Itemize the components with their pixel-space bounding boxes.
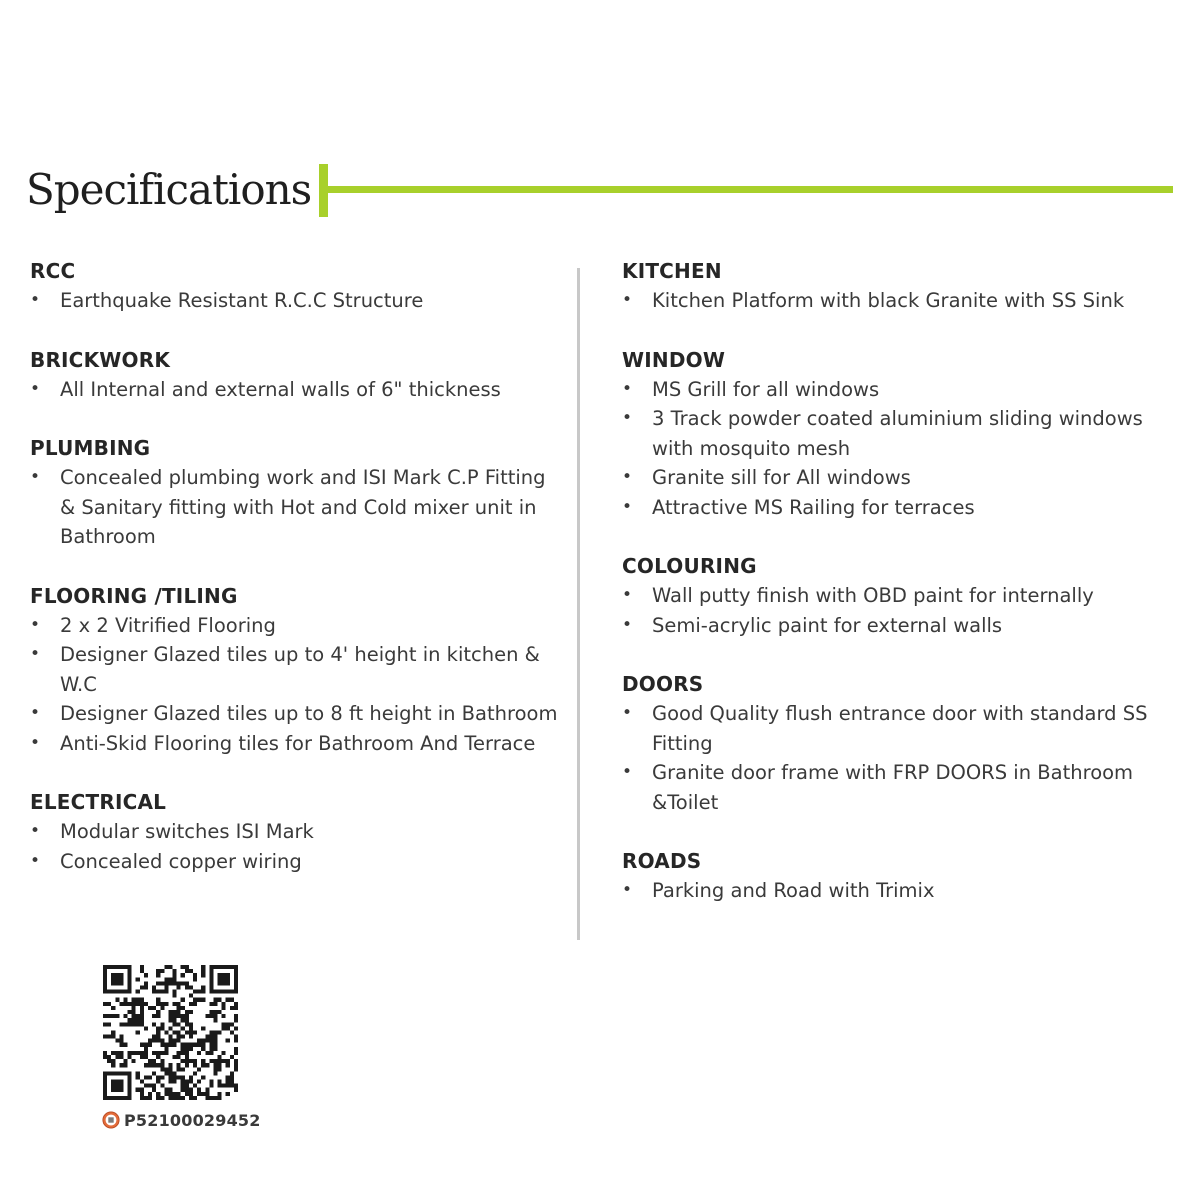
spec-item-text: Good Quality flush entrance door with standard SS Fitting: [652, 702, 1148, 755]
spec-list: [622, 581, 1182, 640]
spec-item: [30, 817, 560, 847]
spec-item-text: All Internal and external walls of 6" thickness: [60, 377, 501, 401]
spec-item: [30, 729, 560, 759]
left-section: [30, 256, 560, 316]
right-section: [622, 551, 1182, 640]
spec-item-text: 2 x 2 Vitrified Flooring: [60, 613, 276, 637]
rera-logo-icon: [102, 1111, 120, 1129]
spec-list: [622, 876, 1182, 906]
spec-item: [30, 286, 560, 316]
bullet-icon: •: [622, 467, 633, 487]
spec-item-text: Kitchen Platform with black Granite with SS Sink: [652, 289, 1125, 312]
spec-item: [30, 847, 560, 877]
section-title: RCC: [30, 259, 76, 283]
spec-list: [622, 375, 1182, 523]
bullet-icon: •: [30, 378, 41, 399]
title-accent-bar-horizontal: [319, 186, 1173, 193]
spec-item-text: 3 Track powder coated aluminium sliding windows with mosquito mesh: [652, 407, 1143, 460]
spec-list: [30, 463, 560, 552]
spec-item-text: Wall putty finish with OBD paint for internally: [652, 584, 1094, 607]
right-section: [622, 256, 1182, 316]
section-title: WINDOW: [622, 347, 726, 372]
spec-item: [622, 581, 1182, 611]
spec-item: [622, 876, 1182, 906]
rera-number: P52100029452: [124, 1110, 261, 1130]
spec-item-text: Concealed plumbing work and ISI Mark C.P Fitting & Sanitary fitting with Hot and Cold mixer unit in Bathroom: [60, 466, 546, 548]
spec-list: [622, 286, 1182, 316]
bullet-icon: •: [622, 614, 633, 635]
section-title: DOORS: [622, 672, 704, 696]
spec-item: [30, 463, 560, 552]
bullet-icon: •: [30, 850, 41, 871]
spec-item: [622, 699, 1182, 758]
spec-list: [30, 286, 560, 316]
section-title: ROADS: [622, 849, 702, 873]
spec-item: [622, 463, 1182, 493]
spec-item-text: Modular switches ISI Mark: [60, 820, 314, 843]
left-section: [30, 433, 560, 552]
bullet-icon: •: [30, 703, 41, 723]
bullet-icon: •: [622, 703, 633, 723]
bullet-icon: •: [30, 467, 41, 487]
left-section: [30, 345, 560, 405]
spec-item-text: Granite sill for All windows: [652, 466, 911, 489]
spec-item-text: Attractive MS Railing for terraces: [652, 495, 975, 519]
spec-item-text: Concealed copper wiring: [60, 849, 302, 873]
spec-list: [622, 699, 1182, 817]
bullet-icon: •: [30, 290, 41, 310]
spec-item-text: Earthquake Resistant R.C.C Structure: [60, 289, 424, 312]
spec-item: [622, 404, 1182, 463]
right-section: [622, 345, 1182, 523]
spec-item-text: MS Grill for all windows: [652, 377, 880, 401]
spec-list: [30, 817, 560, 876]
spec-item: [30, 699, 560, 729]
spec-item-text: Designer Glazed tiles up to 8 ft height in Bathroom: [60, 702, 558, 725]
spec-item-text: Semi-acrylic paint for external walls: [652, 613, 1003, 637]
spec-item-text: Anti-Skid Flooring tiles for Bathroom And Terrace: [60, 731, 536, 755]
spec-item: [30, 375, 560, 405]
spec-item-text: Granite door frame with FRP DOORS in Bathroom &Toilet: [652, 761, 1134, 814]
bullet-icon: •: [30, 614, 41, 635]
spec-item: [622, 286, 1182, 316]
spec-item: [622, 375, 1182, 405]
bullet-icon: •: [622, 408, 633, 428]
spec-item-text: Parking and Road with Trimix: [652, 879, 935, 902]
spec-list: [30, 375, 560, 405]
right-section: [622, 669, 1182, 817]
bullet-icon: •: [622, 880, 633, 900]
spec-list: [30, 611, 560, 759]
rera-registration: [102, 1109, 261, 1131]
bullet-icon: •: [30, 821, 41, 841]
bullet-icon: •: [622, 762, 633, 782]
section-title: FLOORING /TILING: [30, 583, 238, 608]
spec-item: [622, 611, 1182, 641]
section-title: KITCHEN: [622, 259, 722, 283]
section-title: COLOURING: [622, 554, 757, 578]
right-section: [622, 846, 1182, 906]
bullet-icon: •: [30, 644, 41, 664]
section-title: BRICKWORK: [30, 347, 171, 372]
qr-code-icon: [103, 965, 238, 1100]
page-title: Specifications: [26, 165, 312, 214]
column-divider: [577, 268, 580, 940]
left-section: [30, 581, 560, 759]
section-title: PLUMBING: [30, 436, 151, 460]
section-title: ELECTRICAL: [30, 790, 167, 814]
left-section: [30, 787, 560, 876]
bullet-icon: •: [622, 496, 633, 517]
bullet-icon: •: [622, 378, 633, 399]
spec-item-text: Designer Glazed tiles up to 4' height in kitchen & W.C: [60, 643, 540, 696]
left-column: [30, 256, 560, 905]
spec-item: [30, 640, 560, 699]
spec-item: [622, 493, 1182, 523]
right-column: [622, 256, 1182, 935]
bullet-icon: •: [622, 585, 633, 605]
spec-item: [30, 611, 560, 641]
spec-item: [622, 758, 1182, 817]
bullet-icon: •: [622, 290, 633, 310]
bullet-icon: •: [30, 732, 41, 753]
